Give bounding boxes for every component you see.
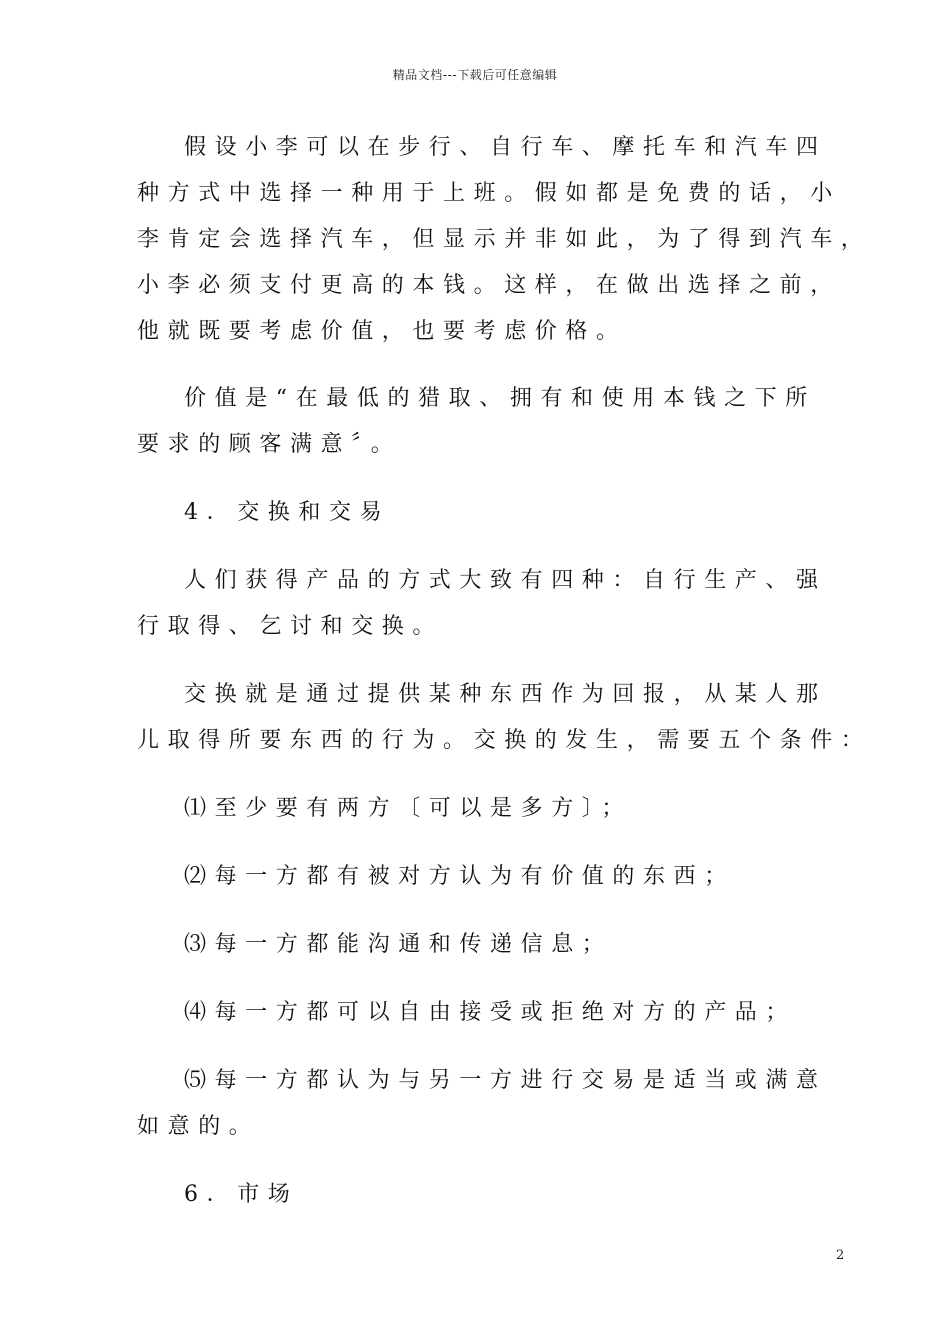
page-header: 精品文档---下载后可任意编辑 xyxy=(392,68,558,82)
list-item: ⑶每一方都能沟通和传递信息； xyxy=(184,932,613,957)
text-line: 交换就是通过提供某种东西作为回报，从某人那 xyxy=(184,682,827,707)
list-item: ⑷每一方都可以自由接受或拒绝对方的产品； xyxy=(184,1000,797,1025)
page-number: 2 xyxy=(836,1248,845,1263)
list-item: ⑴至少要有两方〔可以是多方〕； xyxy=(184,796,633,821)
text-line: 种方式中选择一种用于上班。假如都是免费的话，小 xyxy=(137,181,841,206)
list-item: ⑸每一方都认为与另一方进行交易是适当或满意 xyxy=(184,1068,827,1093)
text-line: 行取得、乞讨和交换。 xyxy=(137,614,444,639)
section-heading: 6．市场 xyxy=(184,1182,299,1207)
list-item: ⑵每一方都有被对方认为有价值的东西； xyxy=(184,864,735,889)
text-line: 他就既要考虑价值，也要考虑价格。 xyxy=(137,319,627,344)
text-line: 人们获得产品的方式大致有四种：自行生产、强 xyxy=(184,568,827,593)
text-line: 要求的顾客满意〞。 xyxy=(137,432,402,457)
text-line: 李肯定会选择汽车，但显示并非如此，为了得到汽车， xyxy=(137,227,872,252)
text-line: 小李必须支付更高的本钱。这样，在做出选择之前， xyxy=(137,273,841,298)
text-line: 价值是“在最低的猎取、拥有和使用本钱之下所 xyxy=(184,386,816,411)
text-line: 儿取得所要东西的行为。交换的发生，需要五个条件： xyxy=(137,728,872,753)
section-heading: 4．交换和交易 xyxy=(184,500,391,525)
text-line: 假设小李可以在步行、自行车、摩托车和汽车四 xyxy=(184,135,827,160)
list-item: 如意的。 xyxy=(137,1114,260,1139)
